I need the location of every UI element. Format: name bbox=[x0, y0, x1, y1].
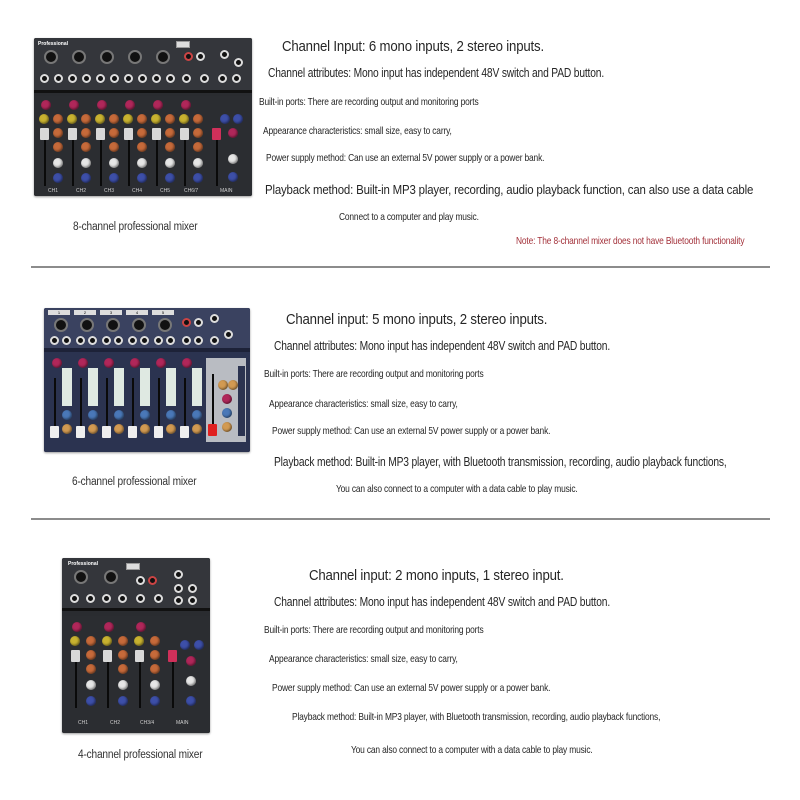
aux-knob-icon bbox=[102, 636, 112, 646]
xlr-input-icon bbox=[74, 570, 88, 584]
eq-knob-icon bbox=[150, 636, 160, 646]
spec-appearance: Appearance characteristics: small size, easy to carry, bbox=[269, 653, 458, 665]
fader-icon bbox=[180, 426, 189, 438]
gain-knob-icon bbox=[181, 100, 191, 110]
channel-label: MAIN bbox=[220, 188, 233, 194]
pan-knob-icon bbox=[62, 410, 72, 420]
mixer-control-panel bbox=[62, 616, 210, 733]
xlr-input-icon bbox=[100, 50, 114, 64]
channel-number: 1 bbox=[57, 310, 61, 315]
brand-label: Professional bbox=[68, 561, 99, 567]
jack-input-icon bbox=[174, 584, 183, 593]
jack-input-icon bbox=[200, 74, 209, 83]
main-fader-track bbox=[172, 656, 174, 708]
eq-section bbox=[62, 368, 72, 406]
jack-input-icon bbox=[70, 594, 79, 603]
spec-channel-input: Channel input: 5 mono inputs, 2 stereo inputs. bbox=[286, 311, 548, 328]
pan-knob-icon bbox=[109, 158, 119, 168]
xlr-input-icon bbox=[72, 50, 86, 64]
eq-knob-icon bbox=[109, 128, 119, 138]
level-knob-icon bbox=[53, 173, 63, 183]
channel-label: CH3/4 bbox=[140, 720, 155, 726]
mixer-image-6-channel bbox=[44, 308, 250, 452]
main-knob-icon bbox=[220, 114, 230, 124]
gain-knob-icon bbox=[125, 100, 135, 110]
xlr-input-icon bbox=[158, 318, 172, 332]
main-knob-icon bbox=[186, 656, 196, 666]
fader-track bbox=[156, 134, 158, 186]
channel-number-tab bbox=[100, 310, 122, 315]
rca-input-icon bbox=[182, 318, 191, 327]
spec-appearance: Appearance characteristics: small size, easy to carry, bbox=[263, 125, 452, 137]
eq-knob-icon bbox=[118, 664, 128, 674]
fader-icon bbox=[40, 128, 49, 140]
eq-knob-icon bbox=[150, 664, 160, 674]
eq-section bbox=[88, 368, 98, 406]
spec-playback-cont: Connect to a computer and play music. bbox=[339, 211, 479, 223]
jack-input-icon bbox=[102, 594, 111, 603]
jack-input-icon bbox=[174, 596, 183, 605]
main-knob-icon bbox=[194, 640, 204, 650]
fader-track bbox=[75, 656, 77, 708]
aux-knob-icon bbox=[123, 114, 133, 124]
spec-channel-input: Channel Input: 6 mono inputs, 2 stereo inputs. bbox=[282, 38, 544, 55]
mp3-player-panel bbox=[238, 366, 245, 436]
fader-icon bbox=[154, 426, 163, 438]
pan-knob-icon bbox=[166, 410, 176, 420]
pan-knob-icon bbox=[118, 680, 128, 690]
jack-input-icon bbox=[152, 74, 161, 83]
jack-input-icon bbox=[188, 596, 197, 605]
bluetooth-note: Note: The 8-channel mixer does not have Bluetooth functionality bbox=[516, 235, 745, 247]
level-knob-icon bbox=[150, 696, 160, 706]
rca-input-icon bbox=[184, 52, 193, 61]
eq-knob-icon bbox=[150, 650, 160, 660]
main-knob-icon bbox=[233, 114, 243, 124]
main-knob-icon bbox=[186, 696, 196, 706]
pan-knob-icon bbox=[137, 158, 147, 168]
fader-track bbox=[72, 134, 74, 186]
level-knob-icon bbox=[118, 696, 128, 706]
jack-input-icon bbox=[218, 74, 227, 83]
spec-channel-attributes: Channel attributes: Mono input has independent 48V switch and PAD button. bbox=[268, 66, 605, 80]
usb-port-icon bbox=[176, 41, 190, 48]
channel-number-tab bbox=[48, 310, 70, 315]
fader-icon bbox=[68, 128, 77, 140]
main-fader-icon bbox=[212, 128, 221, 140]
mixer-input-panel bbox=[62, 558, 210, 611]
mixer-caption: 6-channel professional mixer bbox=[72, 476, 197, 488]
jack-input-icon bbox=[86, 594, 95, 603]
main-knob-icon bbox=[180, 640, 190, 650]
xlr-input-icon bbox=[80, 318, 94, 332]
jack-input-icon bbox=[110, 74, 119, 83]
eq-knob-icon bbox=[193, 114, 203, 124]
eq-section bbox=[140, 368, 150, 406]
jack-input-icon bbox=[76, 336, 85, 345]
fader-track bbox=[44, 134, 46, 186]
aux-knob-icon bbox=[39, 114, 49, 124]
channel-label: CH3 bbox=[104, 188, 115, 194]
jack-input-icon bbox=[182, 336, 191, 345]
aux-knob-icon bbox=[70, 636, 80, 646]
mixer-caption: 4-channel professional mixer bbox=[78, 749, 203, 761]
xlr-input-icon bbox=[156, 50, 170, 64]
jack-input-icon bbox=[40, 74, 49, 83]
eq-knob-icon bbox=[86, 636, 96, 646]
level-knob-icon bbox=[140, 424, 150, 434]
jack-input-icon bbox=[102, 336, 111, 345]
jack-input-icon bbox=[62, 336, 71, 345]
jack-input-icon bbox=[140, 336, 149, 345]
mixer-caption: 8-channel professional mixer bbox=[73, 221, 198, 233]
channel-number: 3 bbox=[109, 310, 113, 315]
jack-input-icon bbox=[166, 74, 175, 83]
eq-section bbox=[166, 368, 176, 406]
eq-knob-icon bbox=[81, 114, 91, 124]
spec-built-in-ports: Built-in ports: There are recording output and monitoring ports bbox=[264, 368, 484, 380]
fader-icon bbox=[180, 128, 189, 140]
rca-input-icon bbox=[136, 576, 145, 585]
jack-input-icon bbox=[234, 58, 243, 67]
jack-input-icon bbox=[88, 336, 97, 345]
gain-knob-icon bbox=[104, 622, 114, 632]
gain-knob-icon bbox=[153, 100, 163, 110]
eq-knob-icon bbox=[165, 114, 175, 124]
spec-channel-attributes: Channel attributes: Mono input has independent 48V switch and PAD button. bbox=[274, 339, 611, 353]
eq-knob-icon bbox=[118, 636, 128, 646]
channel-label: CH1 bbox=[78, 720, 89, 726]
aux-knob-icon bbox=[95, 114, 105, 124]
gain-knob-icon bbox=[182, 358, 192, 368]
jack-input-icon bbox=[128, 336, 137, 345]
spec-appearance: Appearance characteristics: small size, easy to carry, bbox=[269, 398, 458, 410]
pan-knob-icon bbox=[150, 680, 160, 690]
jack-input-icon bbox=[174, 570, 183, 579]
spec-playback-cont: You can also connect to a computer with a data cable to play music. bbox=[336, 483, 578, 495]
channel-label: CH6/7 bbox=[184, 188, 199, 194]
mixer-image-8-channel bbox=[34, 38, 252, 196]
fader-icon bbox=[135, 650, 144, 662]
eq-knob-icon bbox=[137, 142, 147, 152]
main-knob-icon bbox=[228, 154, 238, 164]
channel-label: MAIN bbox=[176, 720, 189, 726]
gain-knob-icon bbox=[41, 100, 51, 110]
main-knob-icon bbox=[222, 408, 232, 418]
eq-section bbox=[114, 368, 124, 406]
pan-knob-icon bbox=[114, 410, 124, 420]
eq-knob-icon bbox=[137, 114, 147, 124]
eq-knob-icon bbox=[53, 114, 63, 124]
section-divider bbox=[31, 266, 770, 268]
jack-input-icon bbox=[224, 330, 233, 339]
jack-input-icon bbox=[210, 336, 219, 345]
fader-track bbox=[184, 134, 186, 186]
gain-knob-icon bbox=[104, 358, 114, 368]
main-knob-icon bbox=[228, 172, 238, 182]
jack-input-icon bbox=[182, 74, 191, 83]
eq-knob-icon bbox=[109, 142, 119, 152]
aux-knob-icon bbox=[134, 636, 144, 646]
level-knob-icon bbox=[137, 173, 147, 183]
spec-playback-cont: You can also connect to a computer with a data cable to play music. bbox=[351, 744, 593, 756]
main-knob-icon bbox=[218, 380, 228, 390]
main-knob-icon bbox=[186, 676, 196, 686]
level-knob-icon bbox=[109, 173, 119, 183]
main-fader-track bbox=[216, 134, 218, 186]
xlr-input-icon bbox=[54, 318, 68, 332]
jack-input-icon bbox=[232, 74, 241, 83]
gain-knob-icon bbox=[130, 358, 140, 368]
channel-label: CH5 bbox=[160, 188, 171, 194]
jack-input-icon bbox=[154, 336, 163, 345]
jack-input-icon bbox=[114, 336, 123, 345]
gain-knob-icon bbox=[69, 100, 79, 110]
jack-input-icon bbox=[154, 594, 163, 603]
spec-built-in-ports: Built-in ports: There are recording output and monitoring ports bbox=[259, 96, 479, 108]
eq-knob-icon bbox=[53, 128, 63, 138]
spec-playback: Playback method: Built-in MP3 player, recording, audio playback function, can also use a data cable bbox=[265, 182, 754, 197]
xlr-input-icon bbox=[132, 318, 146, 332]
fader-icon bbox=[103, 650, 112, 662]
main-knob-icon bbox=[222, 422, 232, 432]
fader-icon bbox=[96, 128, 105, 140]
fader-icon bbox=[124, 128, 133, 140]
eq-knob-icon bbox=[53, 142, 63, 152]
eq-knob-icon bbox=[165, 142, 175, 152]
level-knob-icon bbox=[193, 173, 203, 183]
eq-knob-icon bbox=[109, 114, 119, 124]
fader-icon bbox=[76, 426, 85, 438]
usb-port-icon bbox=[126, 563, 140, 570]
channel-number: 4 bbox=[135, 310, 139, 315]
spec-playback: Playback method: Built-in MP3 player, with Bluetooth transmission, recording, audio playback functions, bbox=[292, 711, 661, 723]
pan-knob-icon bbox=[140, 410, 150, 420]
eq-section bbox=[192, 368, 202, 406]
eq-knob-icon bbox=[81, 142, 91, 152]
channel-label: CH2 bbox=[76, 188, 87, 194]
jack-input-icon bbox=[82, 74, 91, 83]
brand-label: Professional bbox=[38, 41, 69, 47]
xlr-input-icon bbox=[44, 50, 58, 64]
master-section bbox=[206, 358, 246, 442]
gain-knob-icon bbox=[52, 358, 62, 368]
mixer-control-panel bbox=[34, 96, 252, 196]
level-knob-icon bbox=[86, 696, 96, 706]
jack-input-icon bbox=[124, 74, 133, 83]
rca-input-icon bbox=[148, 576, 157, 585]
spec-playback: Playback method: Built-in MP3 player, with Bluetooth transmission, recording, audio playback functions, bbox=[274, 455, 727, 469]
main-fader-icon bbox=[168, 650, 177, 662]
level-knob-icon bbox=[166, 424, 176, 434]
channel-label: CH2 bbox=[110, 720, 121, 726]
jack-input-icon bbox=[50, 336, 59, 345]
level-knob-icon bbox=[114, 424, 124, 434]
eq-knob-icon bbox=[86, 650, 96, 660]
fader-icon bbox=[152, 128, 161, 140]
jack-input-icon bbox=[96, 74, 105, 83]
section-divider bbox=[31, 518, 770, 520]
jack-input-icon bbox=[68, 74, 77, 83]
spec-channel-input: Channel input: 2 mono inputs, 1 stereo input. bbox=[309, 567, 564, 584]
mixer-input-panel bbox=[34, 38, 252, 93]
eq-knob-icon bbox=[193, 128, 203, 138]
fader-track bbox=[139, 656, 141, 708]
main-knob-icon bbox=[222, 394, 232, 404]
pan-knob-icon bbox=[88, 410, 98, 420]
level-knob-icon bbox=[81, 173, 91, 183]
aux-knob-icon bbox=[179, 114, 189, 124]
channel-label: CH4 bbox=[132, 188, 143, 194]
pan-knob-icon bbox=[53, 158, 63, 168]
channel-number-tab bbox=[152, 310, 174, 315]
eq-knob-icon bbox=[193, 142, 203, 152]
channel-number: 2 bbox=[83, 310, 87, 315]
rca-input-icon bbox=[194, 318, 203, 327]
fader-icon bbox=[128, 426, 137, 438]
jack-input-icon bbox=[136, 594, 145, 603]
xlr-input-icon bbox=[106, 318, 120, 332]
xlr-input-icon bbox=[128, 50, 142, 64]
fader-track bbox=[100, 134, 102, 186]
fader-icon bbox=[50, 426, 59, 438]
spec-power-supply: Power supply method: Can use an external 5V power supply or a power bank. bbox=[272, 425, 551, 437]
gain-knob-icon bbox=[97, 100, 107, 110]
spec-power-supply: Power supply method: Can use an external 5V power supply or a power bank. bbox=[266, 152, 545, 164]
channel-label: CH1 bbox=[48, 188, 59, 194]
xlr-input-icon bbox=[104, 570, 118, 584]
pan-knob-icon bbox=[81, 158, 91, 168]
jack-input-icon bbox=[138, 74, 147, 83]
level-knob-icon bbox=[88, 424, 98, 434]
fader-icon bbox=[102, 426, 111, 438]
mixer-image-4-channel bbox=[62, 558, 210, 733]
jack-input-icon bbox=[188, 584, 197, 593]
mixer-input-panel bbox=[44, 308, 250, 352]
mixer-control-panel bbox=[44, 354, 250, 452]
gain-knob-icon bbox=[72, 622, 82, 632]
eq-knob-icon bbox=[81, 128, 91, 138]
fader-track bbox=[128, 134, 130, 186]
eq-knob-icon bbox=[118, 650, 128, 660]
gain-knob-icon bbox=[156, 358, 166, 368]
channel-number-tab bbox=[74, 310, 96, 315]
pan-knob-icon bbox=[192, 410, 202, 420]
jack-input-icon bbox=[166, 336, 175, 345]
pan-knob-icon bbox=[165, 158, 175, 168]
jack-input-icon bbox=[210, 314, 219, 323]
eq-knob-icon bbox=[165, 128, 175, 138]
spec-built-in-ports: Built-in ports: There are recording output and monitoring ports bbox=[264, 624, 484, 636]
jack-input-icon bbox=[220, 50, 229, 59]
channel-number-tab bbox=[126, 310, 148, 315]
jack-input-icon bbox=[118, 594, 127, 603]
pan-knob-icon bbox=[193, 158, 203, 168]
aux-knob-icon bbox=[151, 114, 161, 124]
spec-power-supply: Power supply method: Can use an external 5V power supply or a power bank. bbox=[272, 682, 551, 694]
channel-number: 5 bbox=[161, 310, 165, 315]
gain-knob-icon bbox=[78, 358, 88, 368]
main-fader-icon bbox=[208, 424, 217, 436]
level-knob-icon bbox=[165, 173, 175, 183]
spec-channel-attributes: Channel attributes: Mono input has independent 48V switch and PAD button. bbox=[274, 595, 611, 609]
main-knob-icon bbox=[228, 380, 238, 390]
level-knob-icon bbox=[192, 424, 202, 434]
eq-knob-icon bbox=[86, 664, 96, 674]
jack-input-icon bbox=[54, 74, 63, 83]
jack-input-icon bbox=[194, 336, 203, 345]
fader-track bbox=[107, 656, 109, 708]
pan-knob-icon bbox=[86, 680, 96, 690]
aux-knob-icon bbox=[67, 114, 77, 124]
level-knob-icon bbox=[62, 424, 72, 434]
eq-knob-icon bbox=[137, 128, 147, 138]
gain-knob-icon bbox=[136, 622, 146, 632]
fader-icon bbox=[71, 650, 80, 662]
rca-input-icon bbox=[196, 52, 205, 61]
main-knob-icon bbox=[228, 128, 238, 138]
